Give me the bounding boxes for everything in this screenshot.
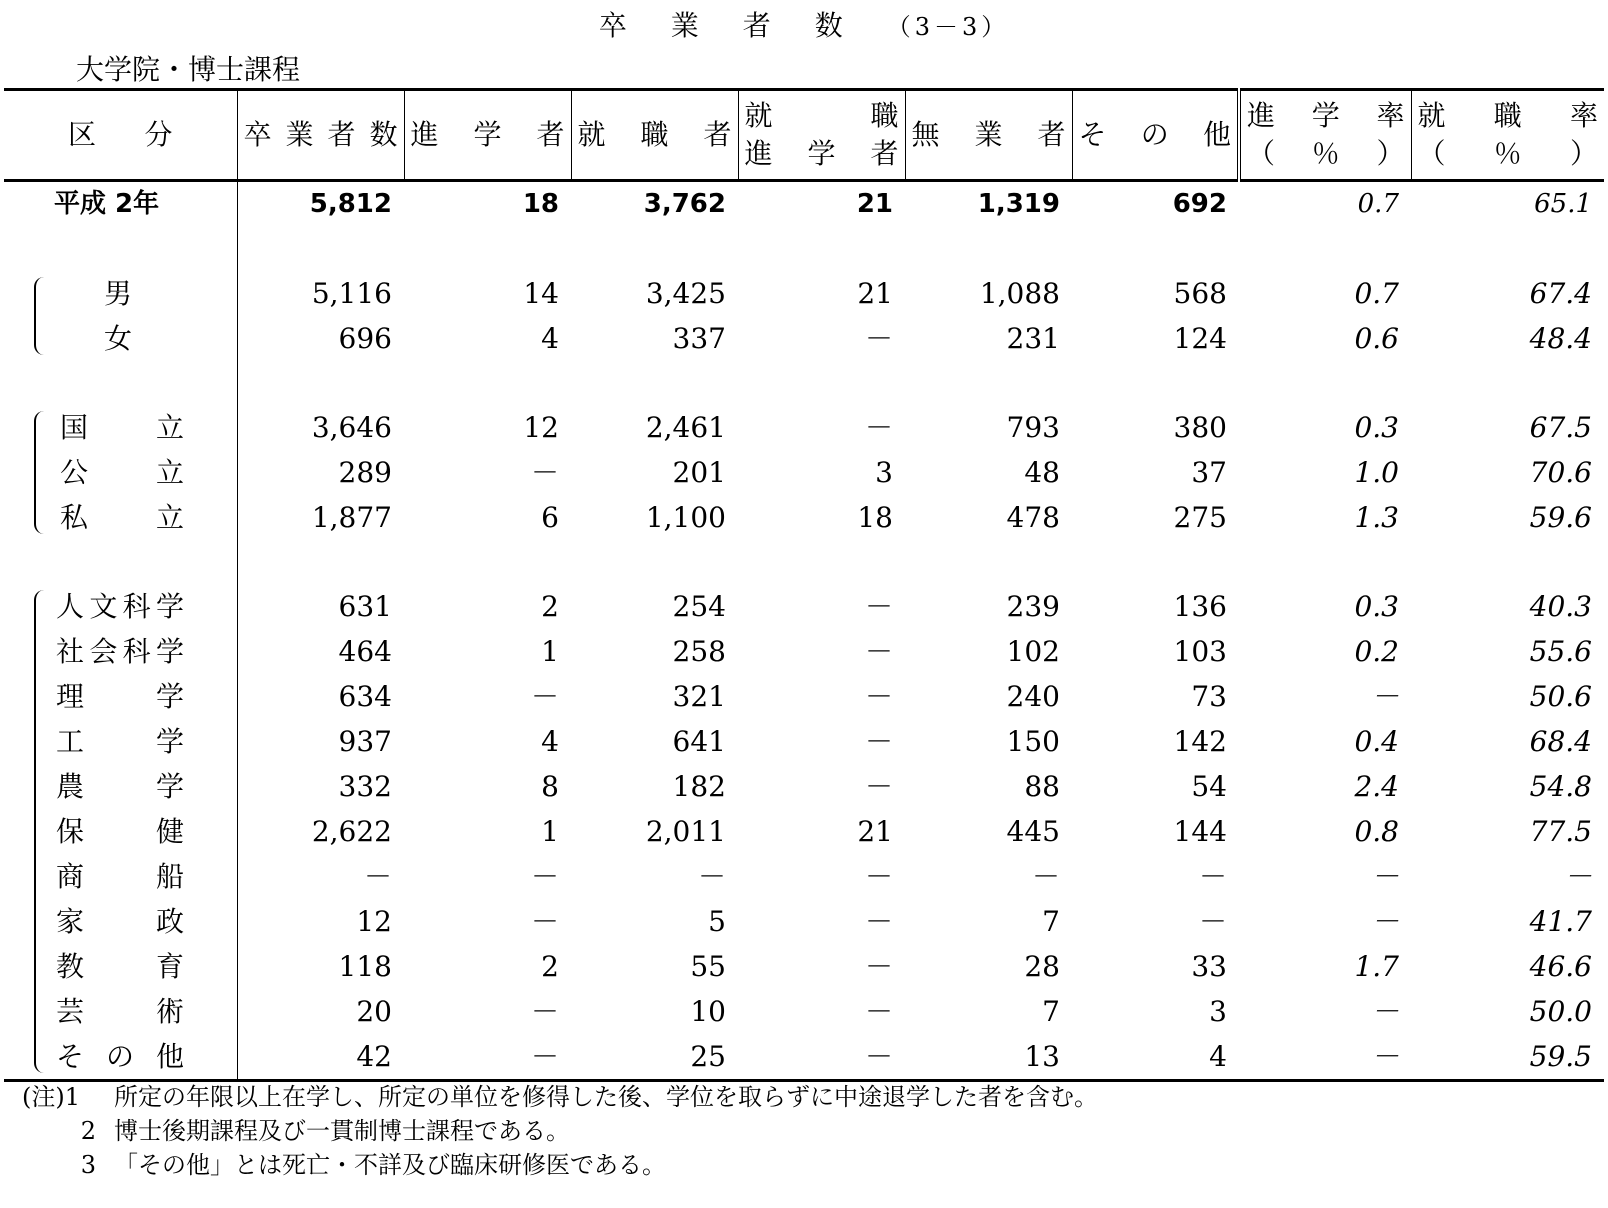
row-label: 保健: [4, 809, 237, 854]
cell-further-study: －: [530, 680, 559, 713]
table-body: [4, 181, 1604, 1081]
cell-employed-and-studying: 21: [857, 277, 893, 310]
row-label: 工学: [4, 719, 237, 764]
cell-employed-and-studying: －: [864, 590, 893, 623]
cell-study-rate: 0.2: [1354, 635, 1399, 668]
cell-further-study: 14: [523, 277, 559, 310]
cell-unemployed: 239: [1006, 590, 1060, 623]
cell-further-study: 1: [541, 815, 559, 848]
cell-employment-rate: 54.8: [1529, 770, 1592, 803]
cell-employment-rate: 50.6: [1529, 680, 1592, 713]
cell-other: 692: [1172, 189, 1227, 219]
header-line: （ ％ ）: [1247, 137, 1405, 170]
field-row: [4, 899, 1604, 944]
cell-employed: 182: [672, 770, 726, 803]
header-line: （ ％ ）: [1417, 137, 1598, 170]
header-line: 就 職 率: [1417, 99, 1598, 132]
cell-employed: 2,011: [645, 815, 726, 848]
footnote-text: 「その他」とは死亡・不詳及び臨床研修医である。: [114, 1151, 666, 1179]
cell-study-rate: 1.7: [1354, 950, 1399, 983]
cell-employment-rate: 77.5: [1529, 815, 1592, 848]
cell-employment-rate: 67.4: [1529, 277, 1592, 310]
header-line: 進 学 者: [410, 118, 565, 151]
cell-other: 4: [1209, 1040, 1227, 1073]
cell-unemployed: 7: [1042, 905, 1060, 938]
cell-employment-rate: 59.6: [1529, 501, 1592, 534]
cell-other: 124: [1173, 322, 1227, 355]
cell-graduates: 3,646: [311, 411, 392, 444]
cell-employed-and-studying: 21: [856, 189, 893, 219]
header-line: 卒業者数: [243, 118, 398, 151]
cell-employed-and-studying: 18: [857, 501, 893, 534]
cell-employed: 2,461: [645, 411, 726, 444]
header-unemployed: [905, 90, 1072, 181]
cell-further-study: 4: [541, 725, 559, 758]
row-label: 男: [4, 271, 237, 316]
cell-employment-rate: 67.5: [1529, 411, 1592, 444]
cell-graduates: 289: [338, 456, 392, 489]
cell-unemployed: 28: [1024, 950, 1060, 983]
row-label: 芸術: [4, 989, 237, 1034]
cell-study-rate: －: [1370, 860, 1399, 893]
cell-other: 54: [1191, 770, 1227, 803]
row-label: 商船: [4, 854, 237, 899]
cell-unemployed: －: [1031, 860, 1060, 893]
cell-other: 136: [1173, 590, 1227, 623]
cell-unemployed: 13: [1024, 1040, 1060, 1073]
cell-employed-and-studying: －: [864, 411, 893, 444]
cell-employment-rate: 48.4: [1529, 322, 1592, 355]
cell-unemployed: 88: [1024, 770, 1060, 803]
cell-employment-rate: 65.1: [1534, 189, 1592, 219]
header-category: [4, 90, 237, 181]
cell-further-study: －: [530, 860, 559, 893]
row-label: 人文科学: [4, 584, 237, 629]
cell-employed: 3,762: [643, 189, 726, 219]
cell-employed: 25: [690, 1040, 726, 1073]
cell-unemployed: 231: [1006, 322, 1060, 355]
spacer-row: [4, 361, 1604, 405]
cell-employed-and-studying: －: [864, 1040, 893, 1073]
cell-employment-rate: 50.0: [1529, 995, 1592, 1028]
field-row: [4, 719, 1604, 764]
cell-graduates: 5,812: [309, 189, 392, 219]
spacer-row: [4, 540, 1604, 584]
cell-employed: 5: [708, 905, 726, 938]
cell-study-rate: 1.0: [1354, 456, 1399, 489]
cell-graduates: 20: [356, 995, 392, 1028]
footnote: [22, 1148, 1098, 1182]
cell-employed: 3,425: [645, 277, 726, 310]
header-line: 就 職: [744, 99, 899, 132]
header-line: 進 学 者: [744, 137, 899, 170]
cell-employed: 258: [672, 635, 726, 668]
cell-employed-and-studying: －: [864, 635, 893, 668]
cell-further-study: 2: [541, 950, 559, 983]
cell-employed-and-studying: －: [864, 950, 893, 983]
field-row: [4, 944, 1604, 989]
cell-study-rate: －: [1370, 995, 1399, 1028]
footnote-key: 2: [80, 1117, 96, 1145]
cell-graduates: 696: [338, 322, 392, 355]
cell-other: 275: [1173, 501, 1227, 534]
cell-employed-and-studying: －: [864, 905, 893, 938]
cell-graduates: 464: [338, 635, 392, 668]
cell-study-rate: 0.3: [1354, 590, 1399, 623]
cell-graduates: 631: [338, 590, 392, 623]
field-row: [4, 674, 1604, 719]
cell-unemployed: 1,319: [977, 189, 1060, 219]
footnote-key: 3: [80, 1151, 96, 1179]
cell-employed: 201: [672, 456, 726, 489]
cell-employment-rate: 55.6: [1529, 635, 1592, 668]
row-label: 教育: [4, 944, 237, 989]
cell-employed: 337: [672, 322, 726, 355]
cell-study-rate: －: [1370, 905, 1399, 938]
cell-other: 3: [1209, 995, 1227, 1028]
cell-further-study: 4: [541, 322, 559, 355]
cell-further-study: 18: [522, 189, 559, 219]
cell-employed: 641: [672, 725, 726, 758]
cell-study-rate: 2.4: [1354, 770, 1399, 803]
cell-employed: 55: [690, 950, 726, 983]
cell-graduates: 2,622: [311, 815, 392, 848]
header-study-rate: [1239, 90, 1411, 181]
cell-unemployed: 445: [1006, 815, 1060, 848]
cell-further-study: －: [530, 1040, 559, 1073]
cell-graduates: 118: [338, 950, 392, 983]
cell-employed-and-studying: 21: [857, 815, 893, 848]
establishment-row: [4, 450, 1604, 495]
footnote-key: (注)1: [22, 1083, 80, 1111]
graduates-table: [4, 88, 1604, 1082]
cell-employed-and-studying: －: [864, 860, 893, 893]
cell-employed: －: [697, 860, 726, 893]
gender-row: [4, 271, 1604, 316]
footnote: [22, 1080, 1098, 1114]
cell-employment-rate: 46.6: [1529, 950, 1592, 983]
footnote-text: 所定の年限以上在学し、所定の単位を修得した後、学位を取らずに中途退学した者を含む。: [114, 1083, 1098, 1111]
cell-other: 37: [1191, 456, 1227, 489]
row-label: 私立: [4, 495, 237, 540]
cell-other: 33: [1191, 950, 1227, 983]
cell-unemployed: 150: [1006, 725, 1060, 758]
row-label: 農学: [4, 764, 237, 809]
establishment-row: [4, 405, 1604, 450]
cell-employed-and-studying: －: [864, 725, 893, 758]
cell-employment-rate: 41.7: [1529, 905, 1592, 938]
cell-employed-and-studying: －: [864, 322, 893, 355]
cell-graduates: 1,877: [311, 501, 392, 534]
header-line: 区 分: [68, 118, 173, 151]
cell-graduates: 12: [356, 905, 392, 938]
cell-study-rate: 0.4: [1354, 725, 1399, 758]
cell-employed: 321: [672, 680, 726, 713]
cell-unemployed: 48: [1024, 456, 1060, 489]
cell-employed: 10: [690, 995, 726, 1028]
header-line: 進 学 率: [1247, 99, 1405, 132]
field-row: [4, 989, 1604, 1034]
gender-row: [4, 316, 1604, 361]
row-label: 社会科学: [4, 629, 237, 674]
cell-graduates: 5,116: [311, 277, 392, 310]
row-label: 家政: [4, 899, 237, 944]
cell-study-rate: －: [1370, 1040, 1399, 1073]
cell-graduates: －: [363, 860, 392, 893]
cell-study-rate: 0.8: [1354, 815, 1399, 848]
footnote: [22, 1114, 1098, 1148]
table-subtitle: 大学院・博士課程: [76, 53, 301, 86]
cell-employment-rate: 70.6: [1529, 456, 1592, 489]
cell-employment-rate: 59.5: [1529, 1040, 1592, 1073]
row-label: 女: [4, 316, 237, 361]
cell-employment-rate: 68.4: [1529, 725, 1592, 758]
header-further-study: [404, 90, 571, 181]
cell-further-study: 8: [541, 770, 559, 803]
field-row: [4, 764, 1604, 809]
cell-further-study: －: [530, 995, 559, 1028]
row-label: 理学: [4, 674, 237, 719]
cell-employment-rate: 40.3: [1529, 590, 1592, 623]
cell-unemployed: 7: [1042, 995, 1060, 1028]
cell-study-rate: 0.7: [1357, 189, 1399, 219]
title-part: （3－3）: [886, 13, 1010, 41]
page-title: [0, 4, 1608, 44]
cell-other: 103: [1173, 635, 1227, 668]
header-line: そ の 他: [1078, 118, 1231, 151]
establishment-row: [4, 495, 1604, 540]
cell-study-rate: 0.6: [1354, 322, 1399, 355]
cell-further-study: －: [530, 456, 559, 489]
header-other: [1072, 90, 1239, 181]
cell-unemployed: 1,088: [979, 277, 1060, 310]
total-row: [4, 181, 1604, 228]
cell-other: 380: [1173, 411, 1227, 444]
header-employment-rate: [1411, 90, 1604, 181]
cell-unemployed: 478: [1006, 501, 1060, 534]
title-main: 卒業者数: [598, 9, 887, 42]
row-label: その他: [4, 1034, 237, 1081]
field-row: [4, 1034, 1604, 1081]
cell-other: －: [1198, 860, 1227, 893]
header-employed-and-studying: [738, 90, 905, 181]
cell-employment-rate: －: [1563, 860, 1592, 893]
field-row: [4, 584, 1604, 629]
footnotes: [22, 1080, 1098, 1182]
header-line: 無 業 者: [911, 118, 1066, 151]
cell-unemployed: 240: [1006, 680, 1060, 713]
cell-unemployed: 793: [1006, 411, 1060, 444]
footnote-text: 博士後期課程及び一貫制博士課程である。: [114, 1117, 570, 1145]
cell-employed-and-studying: －: [864, 995, 893, 1028]
cell-graduates: 634: [338, 680, 392, 713]
cell-other: 73: [1191, 680, 1227, 713]
cell-graduates: 332: [338, 770, 392, 803]
header-employed: [571, 90, 738, 181]
header-line: 就 職 者: [577, 118, 732, 151]
cell-employed-and-studying: 3: [875, 456, 893, 489]
cell-study-rate: 0.3: [1354, 411, 1399, 444]
row-label: 国立: [4, 405, 237, 450]
cell-further-study: 1: [541, 635, 559, 668]
cell-study-rate: －: [1370, 680, 1399, 713]
field-row: [4, 809, 1604, 854]
cell-study-rate: 0.7: [1354, 277, 1399, 310]
cell-further-study: －: [530, 905, 559, 938]
cell-unemployed: 102: [1006, 635, 1060, 668]
spacer-row: [4, 227, 1604, 271]
cell-graduates: 937: [338, 725, 392, 758]
cell-employed: 1,100: [645, 501, 726, 534]
table-header: [4, 90, 1604, 181]
field-row: [4, 854, 1604, 899]
cell-further-study: 2: [541, 590, 559, 623]
row-label: 平成 2年: [4, 181, 237, 228]
cell-other: －: [1198, 905, 1227, 938]
field-row: [4, 629, 1604, 674]
cell-employed: 254: [672, 590, 726, 623]
cell-other: 144: [1173, 815, 1227, 848]
cell-further-study: 6: [541, 501, 559, 534]
header-graduates: [237, 90, 404, 181]
row-label: 公立: [4, 450, 237, 495]
cell-study-rate: 1.3: [1354, 501, 1399, 534]
cell-graduates: 42: [356, 1040, 392, 1073]
cell-employed-and-studying: －: [864, 680, 893, 713]
cell-employed-and-studying: －: [864, 770, 893, 803]
cell-further-study: 12: [523, 411, 559, 444]
cell-other: 568: [1173, 277, 1227, 310]
cell-other: 142: [1173, 725, 1227, 758]
